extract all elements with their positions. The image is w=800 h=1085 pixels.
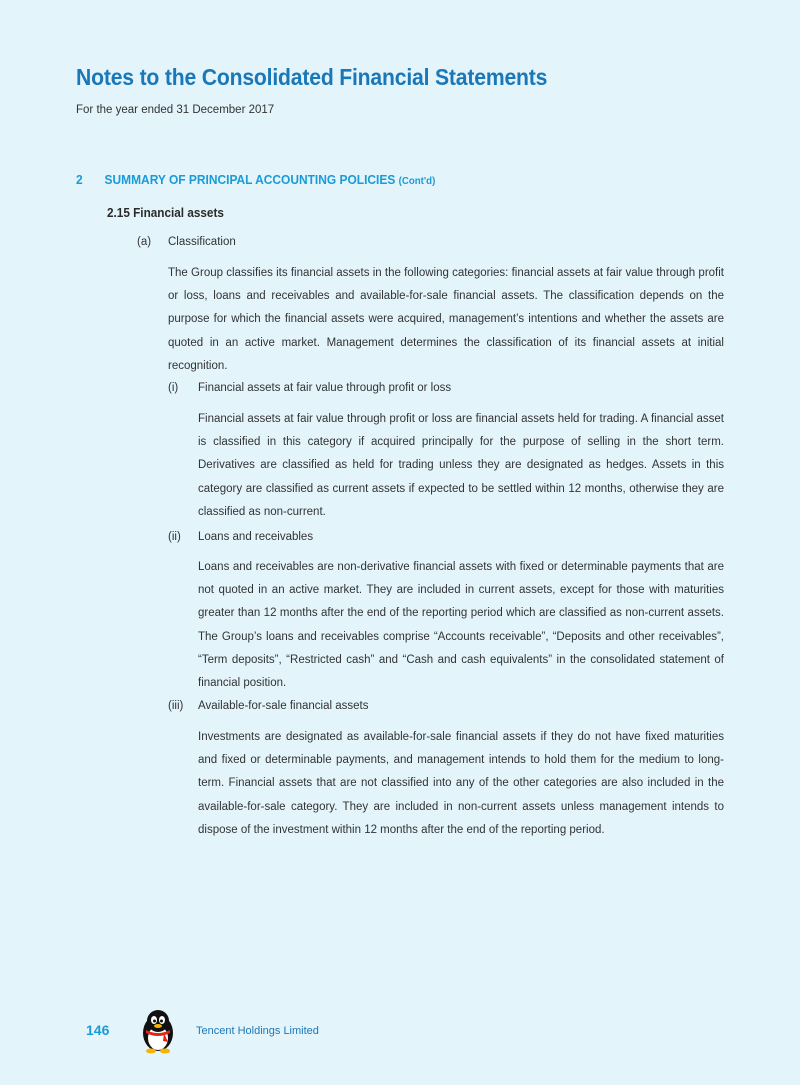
item-i-paragraph: Financial assets at fair value through profit or loss are financial assets held for trading. A financial asset is classified in this category if acquired principally for the purpose of selling in the short term. Derivatives are classified as held for trading unless they are designated as hedges. Assets in this category are classified as current assets if expected to be settled within 12 months, otherwise they are classified as non-current. [198,413,724,518]
item-ii-marker: (ii) [168,531,181,543]
item-i-heading [168,382,451,394]
item-i-marker: (i) [168,382,179,394]
item-a-marker: (a) [137,236,152,248]
item-ii-paragraph: Loans and receivables are non-derivative financial assets with fixed or determinable payments that are not quoted in an active market. They are included in current assets, except for those with maturities greater than 12 months after the end of the reporting period which are classified as non-current assets. The Group’s loans and receivables comprise “Accounts receivable”, “Deposits and other receivables”, “Term deposits”, “Restricted cash” and “Cash and cash equivalents” in the consolidated statement of financial position. [198,561,724,690]
subsection-title: 2.15 Financial assets [107,206,224,220]
page-subtitle: For the year ended 31 December 2017 [76,104,275,116]
item-a-paragraph: The Group classifies its financial assets in the following categories: financial assets at fair value through profit or loss, loans and receivables and available-for-sale financial assets. The classification depends on the purpose for which the financial assets were acquired, management’s intentions and whether the assets are quoted in an active market. Management determines the classification of its financial assets at initial recognition. [168,267,724,372]
item-a-label: Classification [168,236,236,248]
page-number: 146 [86,1022,110,1038]
item-ii-heading [168,531,313,543]
item-a-heading [137,236,236,248]
item-iii-paragraph: Investments are designated as available-for-sale financial assets if they do not have fixed maturities and fixed or determinable payments, and management intends to hold them for the medium to long-term. Financial assets that are not classified into any of the other categories are also included in the available-for-sale category. They are included in non-current assets unless management intends to dispose of the investment within 12 months after the end of the reporting period. [198,731,724,836]
company-name: Tencent Holdings Limited [196,1025,319,1037]
section-number: 2 [76,172,83,187]
item-iii-marker: (iii) [168,700,184,712]
item-iii-label: Available-for-sale financial assets [198,700,369,712]
item-i-label: Financial assets at fair value through profit or loss [198,382,452,394]
section-heading [76,172,435,187]
section-cont-label: (Cont'd) [398,175,436,187]
item-ii-label: Loans and receivables [198,531,314,543]
penguin-icon [138,1006,178,1054]
section-title: SUMMARY OF PRINCIPAL ACCOUNTING POLICIES [104,172,396,187]
page-title: Notes to the Consolidated Financial Statements [76,64,548,90]
item-iii-heading [168,700,368,712]
